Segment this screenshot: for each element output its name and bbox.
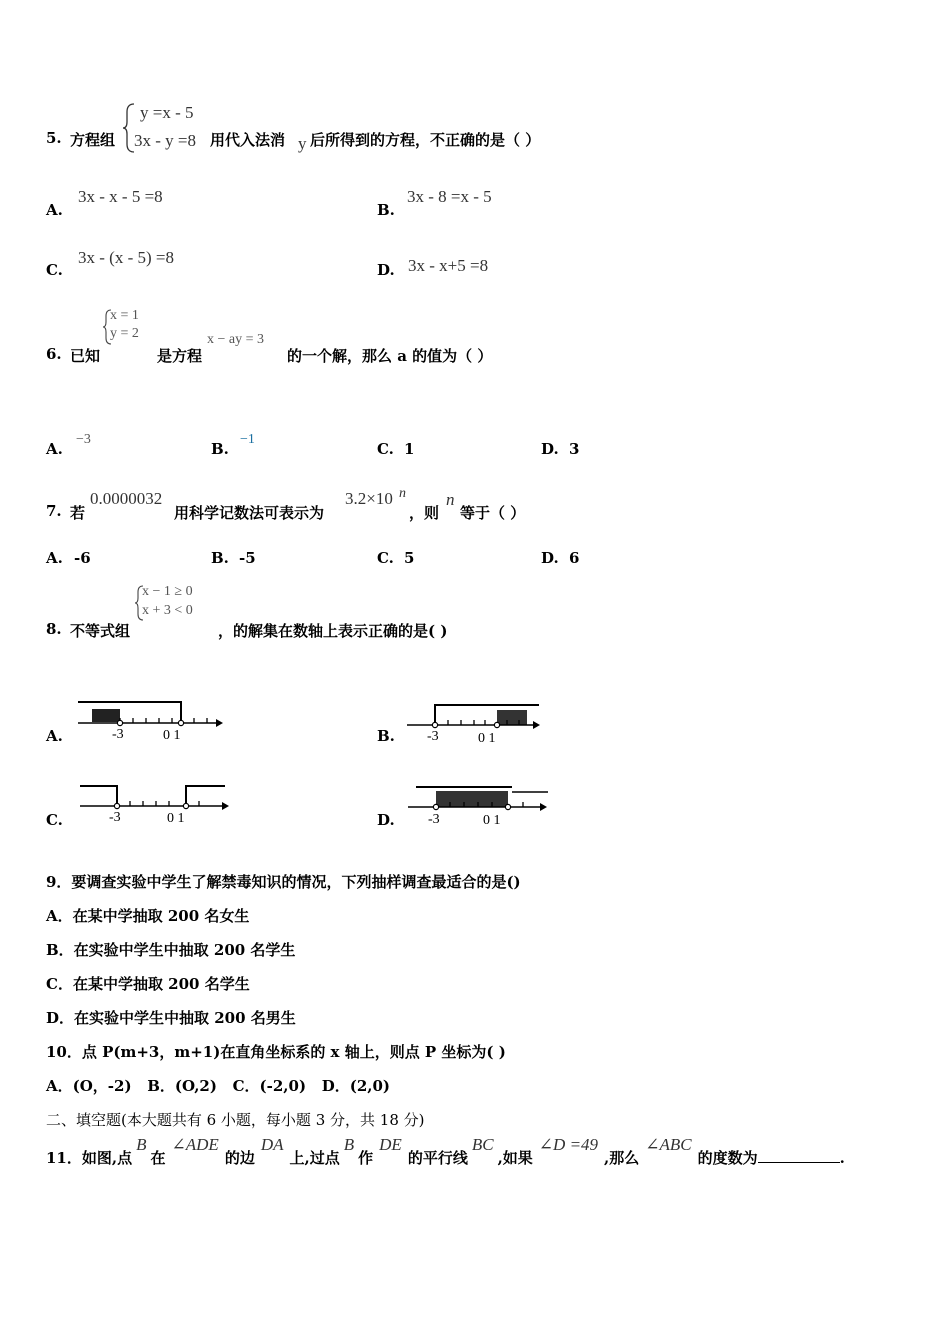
q11-answer-blank[interactable]: [758, 1148, 840, 1163]
q8-option-c-tick-01: 0 1: [167, 811, 185, 826]
q6-option-a-label: A.: [46, 440, 63, 458]
q6-system-line-2: y = 2: [110, 326, 139, 341]
q6-option-c-label: C.: [377, 440, 394, 458]
q11-text-3: 的边: [224, 1149, 255, 1167]
q6-system-line-1: x = 1: [110, 308, 139, 323]
q5-number: 5.: [46, 129, 62, 147]
q5-option-c-label: C.: [46, 261, 63, 279]
section-2-title: 二、填空题(本大题共有 6 小题，每小题 3 分，共 18 分): [46, 1111, 425, 1129]
q8-prefix: 不等式组: [70, 622, 131, 640]
q7-option-a-label: A.: [46, 549, 63, 567]
q8-option-d-tick-01: 0 1: [483, 813, 501, 828]
q7-option-a-value: -6: [74, 549, 91, 567]
q8-option-b-label: B.: [377, 727, 395, 745]
q5-prefix: 方程组: [70, 131, 116, 149]
q11-end: .: [839, 1149, 845, 1167]
q5-option-b-label: B.: [377, 201, 395, 219]
q11-math-b-2: B: [343, 1135, 355, 1154]
q7-variable: n: [446, 490, 455, 509]
q11-math-angle-abc: ∠ABC: [645, 1135, 692, 1154]
q5-middle: 用代入法消: [210, 131, 286, 149]
q7-suffix: 等于（ ）: [460, 504, 526, 522]
q8-option-a-label: A.: [46, 727, 63, 745]
q11-math-angle-d: ∠D =49: [538, 1135, 599, 1154]
q8-option-d-label: D.: [377, 811, 395, 829]
q11-math-angle-ade: ∠ADE: [171, 1135, 219, 1154]
q9-stem: 9．要调查实验中学生了解禁毒知识的情况，下列抽样调查最适合的是(): [46, 873, 521, 891]
q8-option-a-tick-minus3: -3: [112, 727, 124, 742]
q5-suffix: 后所得到的方程，不正确的是（ ）: [310, 131, 541, 149]
q7-decimal: 0.0000032: [90, 489, 163, 508]
q5-equation-1: y =x - 5: [140, 103, 194, 122]
q10-options: A．(O，-2) B．(O,2) C．(-2,0) D．(2,0): [46, 1077, 391, 1095]
q11-math-b: B: [136, 1135, 147, 1154]
q7-option-b-value: -5: [239, 549, 256, 567]
q6-option-d-value: 3: [569, 440, 580, 458]
q7-option-c-label: C.: [377, 549, 394, 567]
q8-option-b-tick-minus3: -3: [427, 729, 439, 744]
q8-option-b-tick-01: 0 1: [478, 731, 496, 746]
q8-suffix: ，的解集在数轴上表示正确的是( ): [218, 622, 448, 640]
q5-equation-2: 3x - y =8: [134, 131, 196, 150]
q6-number: 6.: [46, 345, 62, 363]
q9-option-c: C．在某中学抽取 200 名学生: [46, 975, 250, 993]
q8-option-d-tick-minus3: -3: [428, 812, 440, 827]
q7-option-d-value: 6: [569, 549, 580, 567]
q11-number: 11．: [46, 1149, 82, 1167]
q5-option-a-math: 3x - x - 5 =8: [78, 187, 163, 206]
q7-middle: 用科学记数法可表示为: [174, 504, 325, 522]
q7-exponent: n: [399, 486, 406, 501]
q11-math-de: DE: [379, 1135, 402, 1154]
q8-option-a-number-line: [78, 698, 223, 728]
q11-text-6: 的平行线: [407, 1149, 468, 1167]
q8-option-c-number-line: [80, 782, 230, 812]
q11-text-5: 作: [358, 1149, 374, 1167]
q11-text-2: 在: [150, 1149, 166, 1167]
q10-stem: 10．点 P(m+3，m+1)在直角坐标系的 x 轴上，则点 P 坐标为( ): [46, 1043, 506, 1061]
q5-variable: y: [298, 134, 307, 153]
q7-option-b-label: B.: [211, 549, 229, 567]
q6-option-c-value: 1: [404, 440, 415, 458]
q6-equation: x − ay = 3: [207, 332, 265, 347]
q6-option-d-label: D.: [541, 440, 559, 458]
q11-text-8: ,那么: [604, 1149, 640, 1167]
q11-text-9: 的度数为: [697, 1149, 758, 1167]
q5-option-a-label: A.: [46, 201, 63, 219]
q8-option-b-number-line: [407, 701, 543, 731]
q9-option-a: A．在某中学抽取 200 名女生: [46, 907, 250, 925]
q11-text-4: 上,过点: [289, 1149, 340, 1167]
q11-math-da: DA: [260, 1135, 284, 1154]
q7-prefix: 若: [70, 504, 86, 522]
q11-line: [46, 1134, 845, 1170]
q6-prefix: 已知: [70, 347, 101, 365]
q11-text-1: 如图,点: [81, 1149, 133, 1167]
q8-option-c-label: C.: [46, 811, 63, 829]
q9-option-d: D．在实验中学生中抽取 200 名男生: [46, 1009, 296, 1027]
q5-option-d-label: D.: [377, 261, 395, 279]
q6-suffix: 的一个解，那么 a 的值为（ ）: [287, 347, 493, 365]
q7-number: 7.: [46, 502, 62, 520]
q11-math-bc: BC: [471, 1135, 494, 1154]
q8-inequality-2: x + 3 < 0: [142, 603, 193, 618]
q9-option-b: B．在实验中学生中抽取 200 名学生: [46, 941, 296, 959]
q7-middle-2: ，则: [409, 504, 440, 522]
q6-option-b-value: −1: [240, 432, 255, 447]
q5-option-c-math: 3x - (x - 5) =8: [78, 248, 174, 267]
q8-option-a-tick-01: 0 1: [163, 728, 181, 743]
q7-option-d-label: D.: [541, 549, 559, 567]
q6-option-a-value: −3: [76, 432, 91, 447]
q5-option-b-math: 3x - 8 =x - 5: [407, 187, 492, 206]
q8-number: 8.: [46, 620, 62, 638]
q5-option-d-math: 3x - x+5 =8: [408, 256, 489, 275]
q8-inequality-1: x − 1 ≥ 0: [142, 584, 193, 599]
q6-middle: 是方程: [157, 347, 203, 365]
q11-text-7: ,如果: [497, 1149, 533, 1167]
q8-option-c-tick-minus3: -3: [109, 810, 121, 825]
q7-option-c-value: 5: [404, 549, 415, 567]
q8-option-d-number-line: [408, 784, 550, 814]
q7-scientific: 3.2×10: [345, 489, 393, 508]
q6-option-b-label: B.: [211, 440, 229, 458]
